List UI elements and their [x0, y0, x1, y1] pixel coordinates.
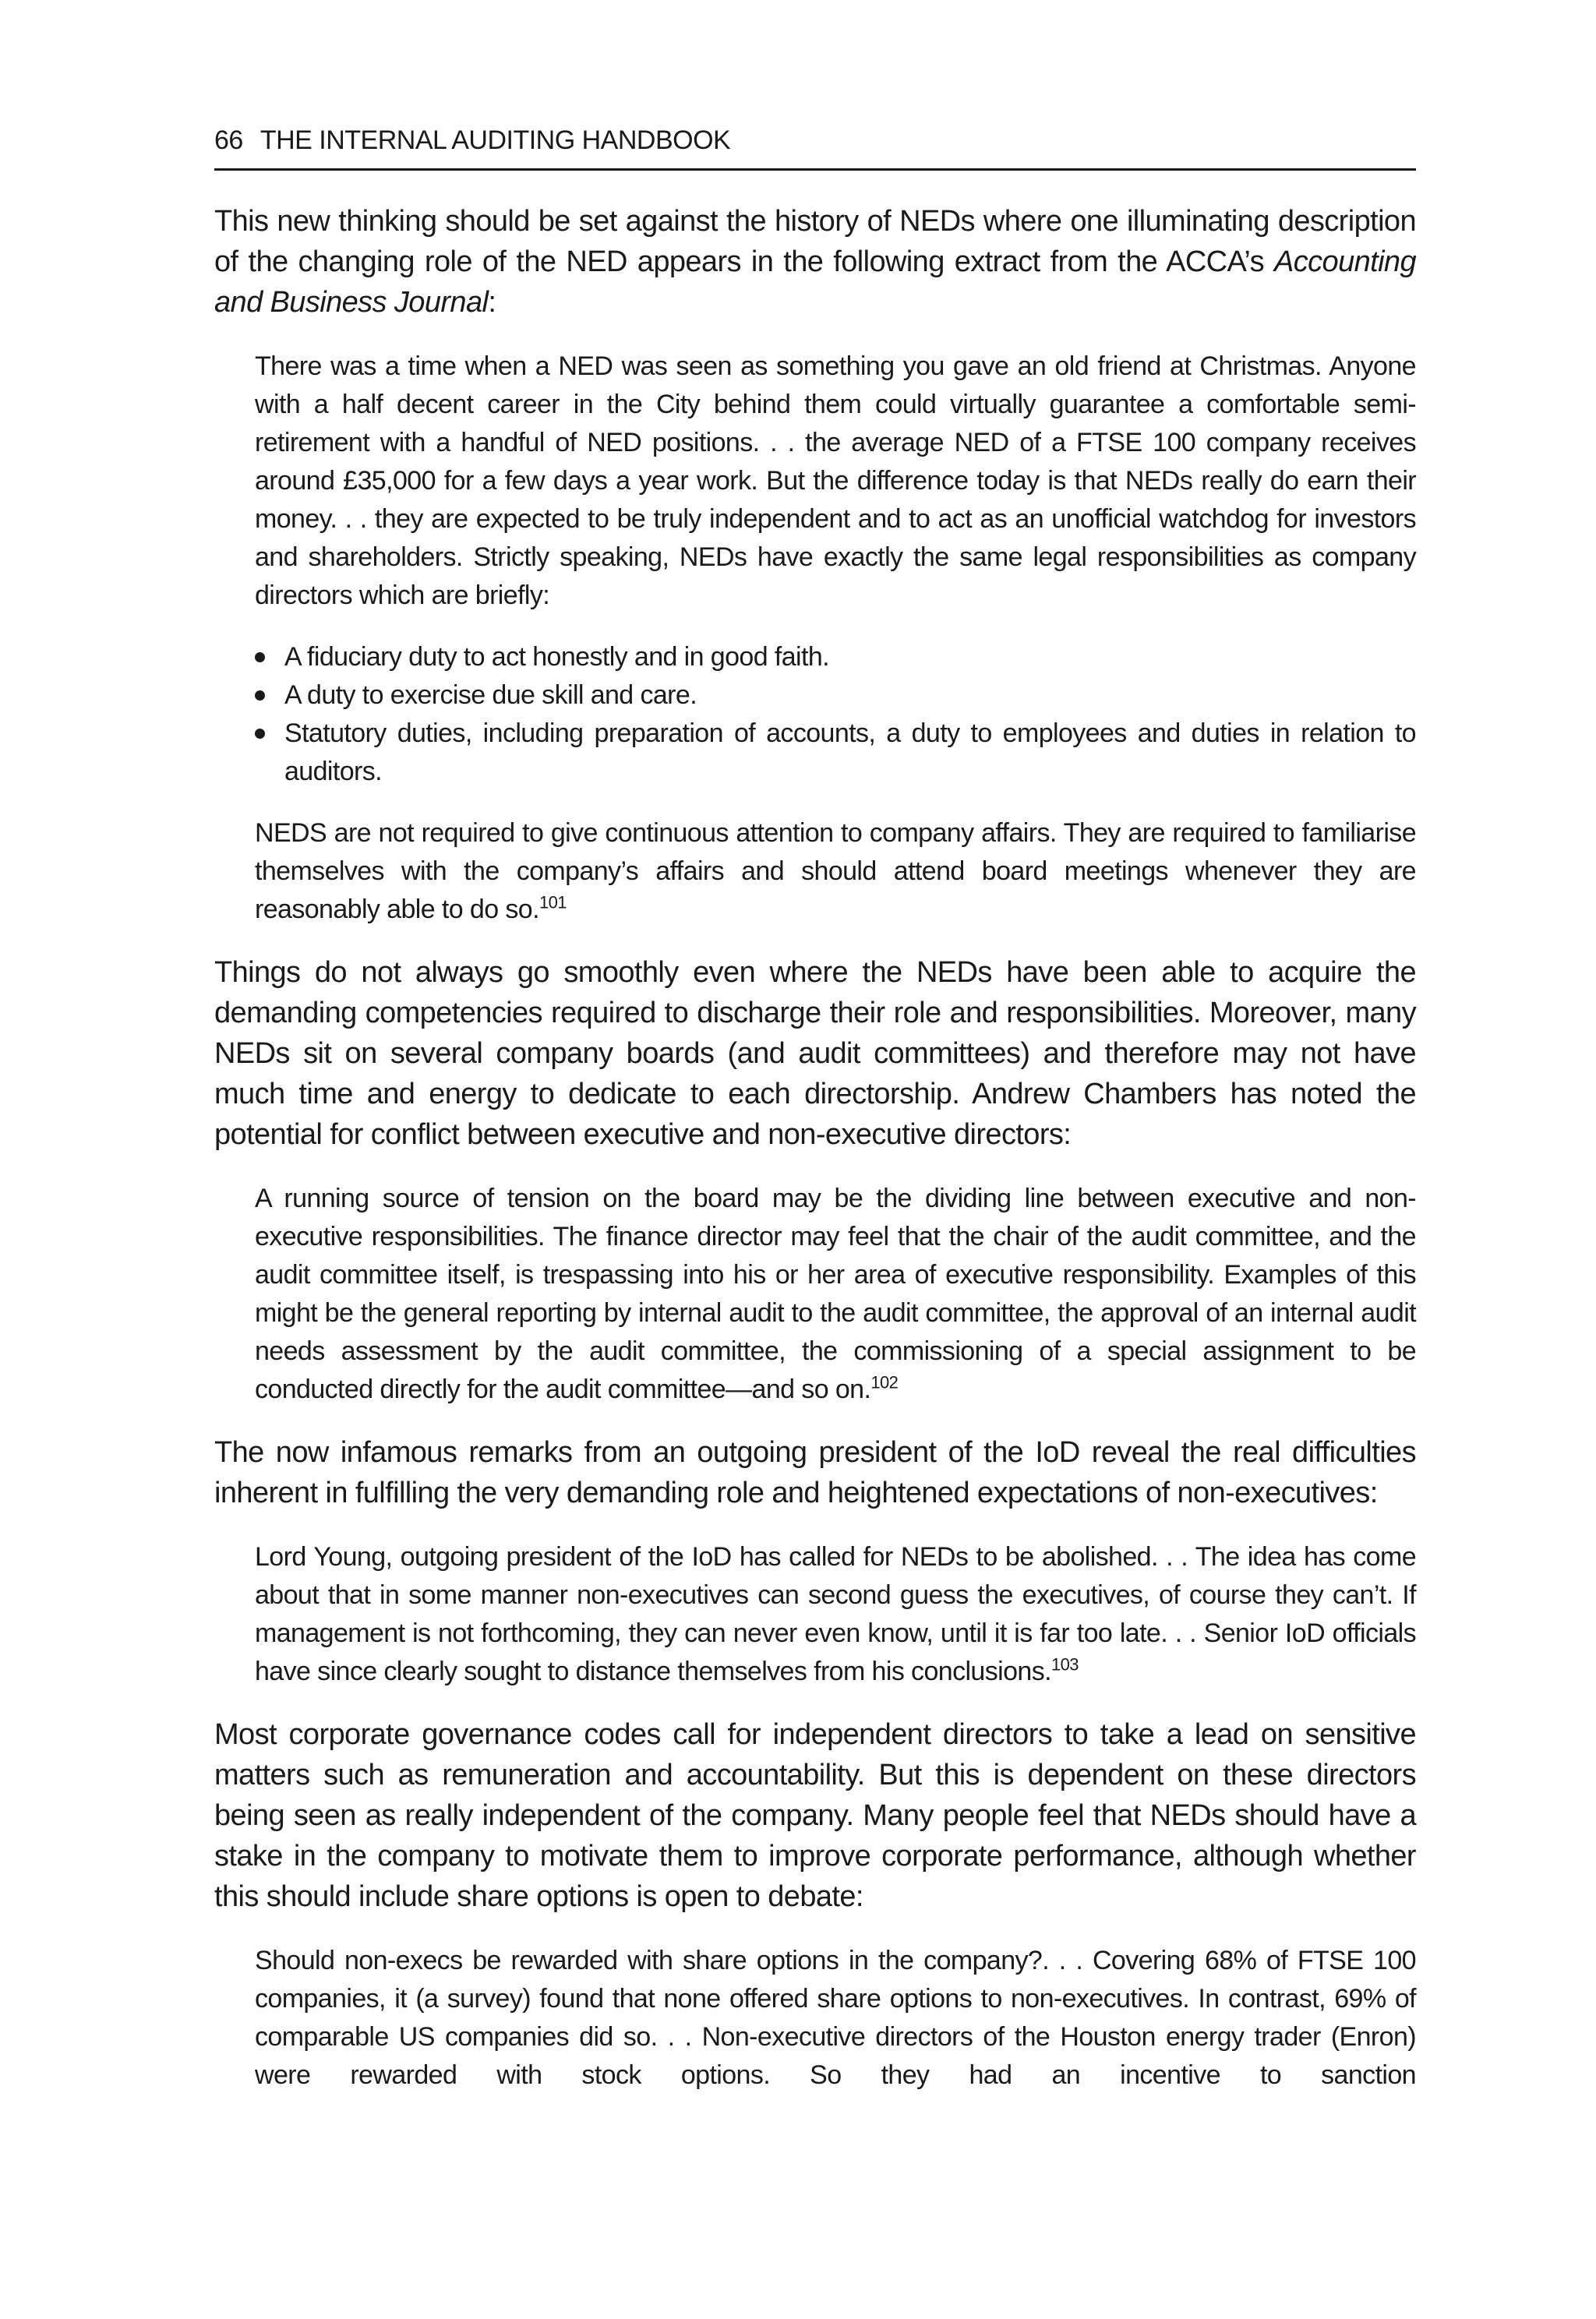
footnote-ref-101: 101: [538, 892, 567, 912]
list-item-text: Statutory duties, including preparation of accounts, a duty to employees and duties in relation to auditors.: [284, 718, 1416, 786]
quote-lord-young-wrap: [255, 1538, 1416, 1691]
block-quote-acca: [255, 348, 1416, 929]
paragraph-governance: Most corporate governance codes call for independent directors to take a lead on sensitive matters such as remuneration and accountability. But this is dependent on these directors being seen as really independent of the company. Many people feel that NEDs should have a stake in the company to motivate them to improve corporate performance, although whether this should include share options is open to debate:: [214, 1718, 1416, 1913]
bullet-icon: [255, 729, 265, 739]
bullet-icon: [255, 690, 265, 701]
footnote-ref-102: 102: [870, 1372, 899, 1392]
quote-chambers-text-wrap: [255, 1180, 1416, 1409]
paragraph-iod: The now infamous remarks from an outgoing president of the IoD reveal the real difficulties inherent in fulfilling the very demanding role and heightened expectations of non-executives:: [214, 1436, 1416, 1509]
duties-list: [255, 638, 1416, 791]
paragraph-intro-text: This new thinking should be set against the history of NEDs where one illuminating description of the changing role of the NED appears in the following extract from the ACCA’s: [214, 205, 1416, 278]
quote-acca-para2-text: NEDS are not required to give continuous attention to company affairs. They are required to familiarise themselves with the company’s affairs and should attend board meetings whenever they are reasonably able to do so.: [255, 818, 1416, 924]
paragraph-intro: [214, 201, 1416, 323]
footnote-ref-103: 103: [1050, 1654, 1079, 1675]
list-item: [255, 715, 1416, 791]
quote-lord-young-text: Lord Young, outgoing president of the IoD has called for NEDs to be abolished. . . The idea has come about that in some manner non-executives can second guess the executives, of course they can’t. If management is not forthcoming, they can never even know, until it is far too late. . . Senior IoD officials have since clearly sought to distance themselves from his conclusions.: [255, 1542, 1416, 1686]
block-quote-chambers: [255, 1180, 1416, 1409]
paragraph-conflict: Things do not always go smoothly even where the NEDs have been able to acquire the demanding competencies required to discharge their role and responsibilities. Moreover, many NEDs sit on several company boards (and audit committees) and therefore may not have much time and energy to dedicate to each directorship. Andrew Chambers has noted the potential for conflict between executive and non-executive directors:: [214, 956, 1416, 1151]
paragraph-intro-end: :: [488, 286, 496, 319]
quote-share-options-text: Should non-execs be rewarded with share options in the company?. . . Covering 68% of FTSE 100 companies, it (a survey) found that none offered share options to non-executives. In contrast, 69% of comparable US companies did so. . . Non-executive directors of the Houston energy trader (Enron) were rewarded with stock options. So they had an incentive to sanction: [255, 1946, 1416, 2090]
block-quote-lord-young: [255, 1538, 1416, 1691]
running-header: [214, 123, 1416, 171]
bullet-icon: [255, 652, 265, 662]
page-number: 66: [214, 125, 243, 155]
block-quote-share-options: [255, 1942, 1416, 2095]
quote-acca-para2: [255, 814, 1416, 929]
list-item-text: A duty to exercise due skill and care.: [284, 680, 697, 710]
body-text: [214, 201, 1416, 2118]
quote-acca-para1: There was a time when a NED was seen as something you gave an old friend at Christmas. Anyone with a half decent career in the City behind them could virtually guarantee a comfortable semi-retirement with a handful of NED positions. . . the average NED of a FTSE 100 company receives around £35,000 for a few days a year work. But the difference today is that NEDs really do earn their money. . . they are expected to be truly independent and to act as an unofficial watchdog for investors and shareholders. Strictly speaking, NEDs have exactly the same legal responsibilities as company directors which are briefly:: [255, 351, 1416, 610]
journal-title: Accounting and Business Journal: [214, 245, 1416, 319]
quote-chambers-text: A running source of tension on the board may be the dividing line between executive and non-executive responsibilities. The finance director may feel that the chair of the audit committee, and the audit committee itself, is trespassing into his or her area of executive responsibility. Examples of this might be the general reporting by internal audit to the audit committee, the approval of an internal audit needs assessment by the audit committee, the commissioning of a special assignment to be conducted directly for the audit committee—and so on.: [255, 1184, 1416, 1404]
list-item: [255, 638, 1416, 676]
list-item: [255, 676, 1416, 715]
list-item-text: A fiduciary duty to act honestly and in good faith.: [284, 642, 829, 672]
book-title: THE INTERNAL AUDITING HANDBOOK: [260, 125, 731, 155]
